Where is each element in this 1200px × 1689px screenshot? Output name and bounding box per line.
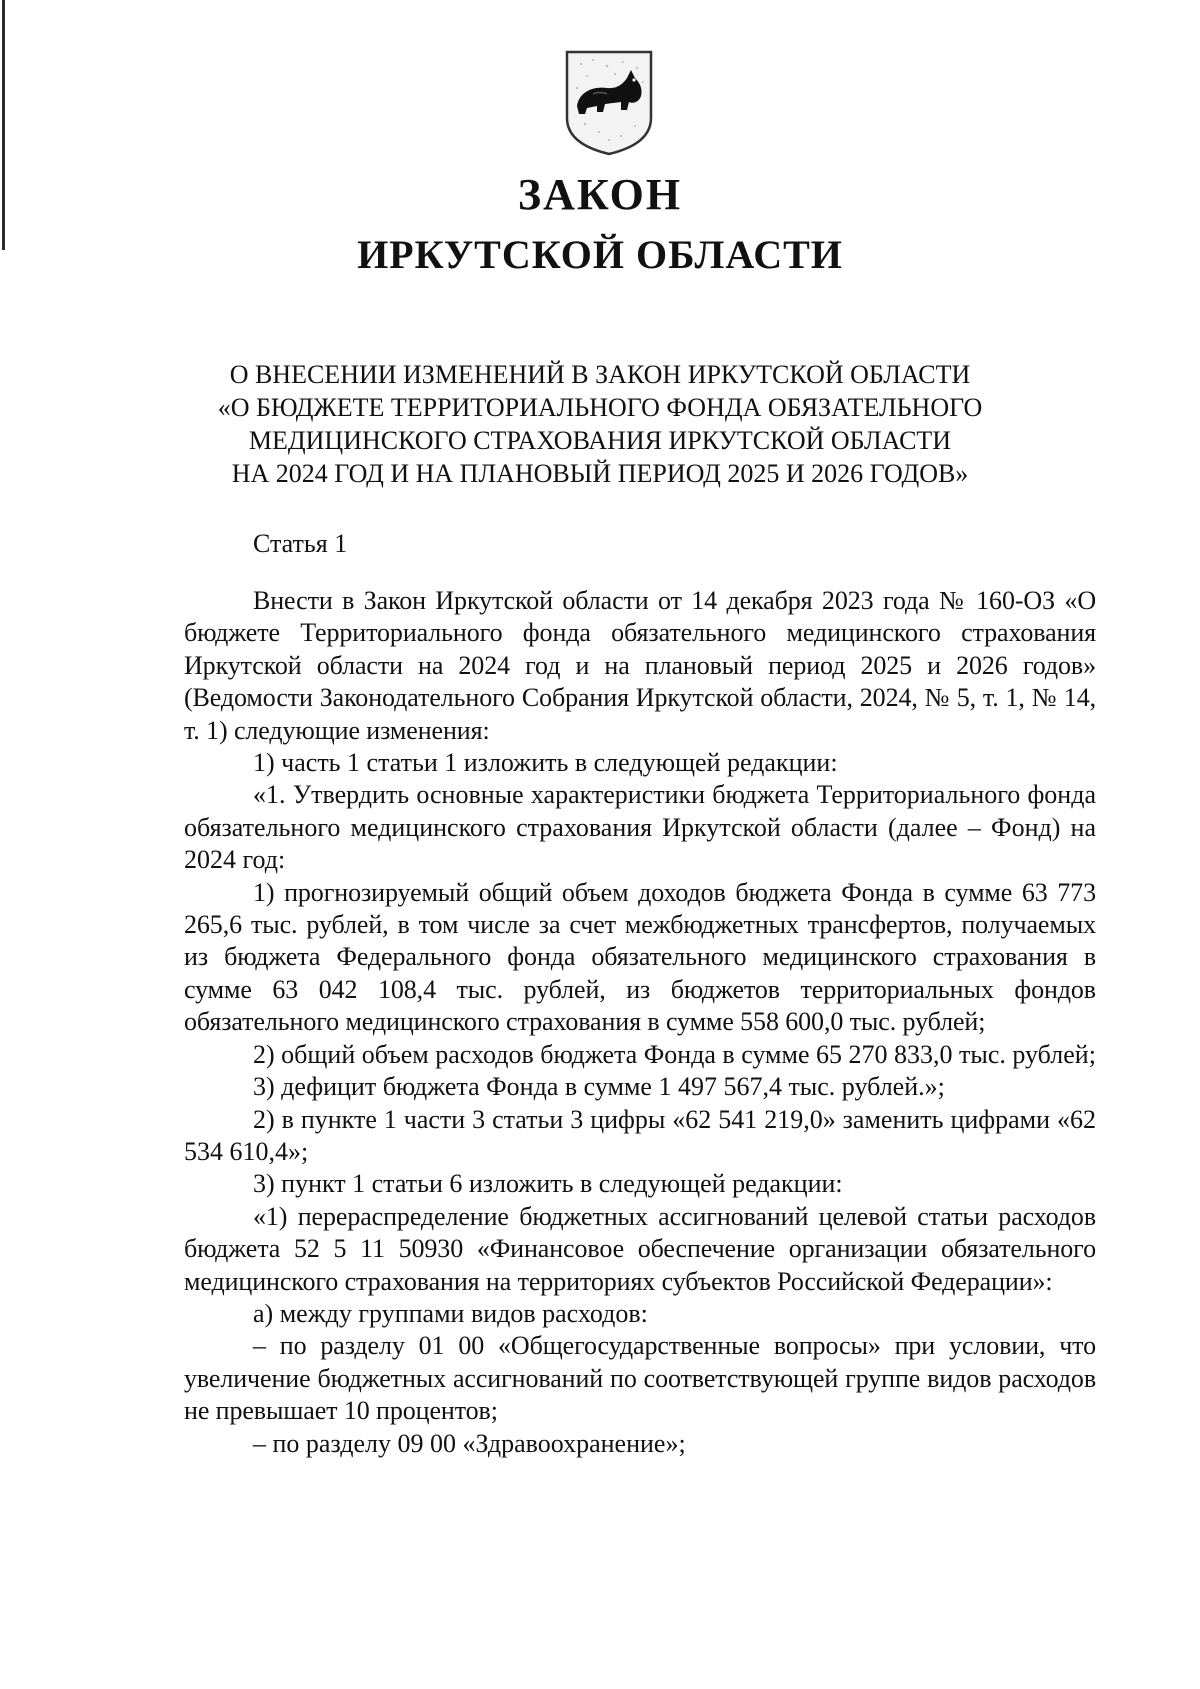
subject-line: МЕДИЦИНСКОГО СТРАХОВАНИЯ ИРКУТСКОЙ ОБЛАСТИ [248, 426, 952, 455]
paragraph: «1. Утвердить основные характеристики бюджета Территориального фонда обязательного медицинского страхования Иркутской области (далее – Фонд) на 2024 год: [184, 780, 1096, 875]
subject-line: О ВНЕСЕНИИ ИЗМЕНЕНИЙ В ЗАКОН ИРКУТСКОЙ ОБЛАСТИ [229, 360, 971, 389]
paragraph: 2) в пункте 1 части 3 статьи 3 цифры «62 541 219,0» заменить цифрами «62 534 610,4»; [184, 1104, 1096, 1166]
paragraph: «1) перераспределение бюджетных ассигнований целевой статьи расходов бюджета 52 5 11 50930 «Финансовое обеспечение организации обязательного медицинского страхования на территориях субъектов Российской Федерации»: [184, 1201, 1096, 1296]
law-region: ИРКУТСКОЙ ОБЛАСТИ [357, 232, 843, 277]
paragraph: – по разделу 09 00 «Здравоохранение»; [253, 1428, 686, 1458]
paragraph: 1) прогнозируемый общий объем доходов бюджета Фонда в сумме 63 773 265,6 тыс. рублей, в том числе за счет межбюджетных трансфертов, получаемых из бюджета Федерального фонда обязательного медицинского страхования в сумме 63 042 108,4 тыс. рублей, из бюджетов территориальных фондов обязательного медицинского страхования в сумме 558 600,0 тыс. рублей; [184, 877, 1096, 1037]
paragraph: 3) дефицит бюджета Фонда в сумме 1 497 567,4 тыс. рублей.»; [253, 1072, 945, 1102]
paragraph: Внести в Закон Иркутской области от 14 декабря 2023 года № 160-ОЗ «О бюджете Территориального фонда обязательного медицинского страхования Иркутской области на 2024 год и на плановый период 2025 и 2026 годов» (Ведомости Законодательного Собрания Иркутской области, 2024, № 5, т. 1, № 14, т. 1) следующие изменения: [184, 586, 1096, 745]
paragraph: 3) пункт 1 статьи 6 изложить в следующей редакции: [253, 1169, 843, 1199]
paragraph: 2) общий объем расходов бюджета Фонда в сумме 65 270 833,0 тыс. рублей; [253, 1039, 1096, 1069]
law-subject [120, 358, 1080, 490]
paragraph: а) между группами видов расходов: [253, 1298, 648, 1328]
law-title: ЗАКОН [517, 170, 683, 219]
subject-line: НА 2024 ГОД И НА ПЛАНОВЫЙ ПЕРИОД 2025 И 2026 ГОДОВ» [231, 459, 969, 488]
paragraph: – по разделу 01 00 «Общегосударственные вопросы» при условии, что увеличение бюджетных ассигнований по соответствующей группе видов расходов не превышает 10 процентов; [184, 1331, 1096, 1426]
article-body [184, 585, 1096, 1460]
subject-line: «О БЮДЖЕТЕ ТЕРРИТОРИАЛЬНОГО ФОНДА ОБЯЗАТЕЛЬНОГО [217, 393, 983, 422]
paragraph: 1) часть 1 статьи 1 изложить в следующей редакции: [253, 748, 838, 778]
coat-of-arms-icon [563, 48, 655, 158]
article-heading: Статья 1 [253, 529, 348, 558]
